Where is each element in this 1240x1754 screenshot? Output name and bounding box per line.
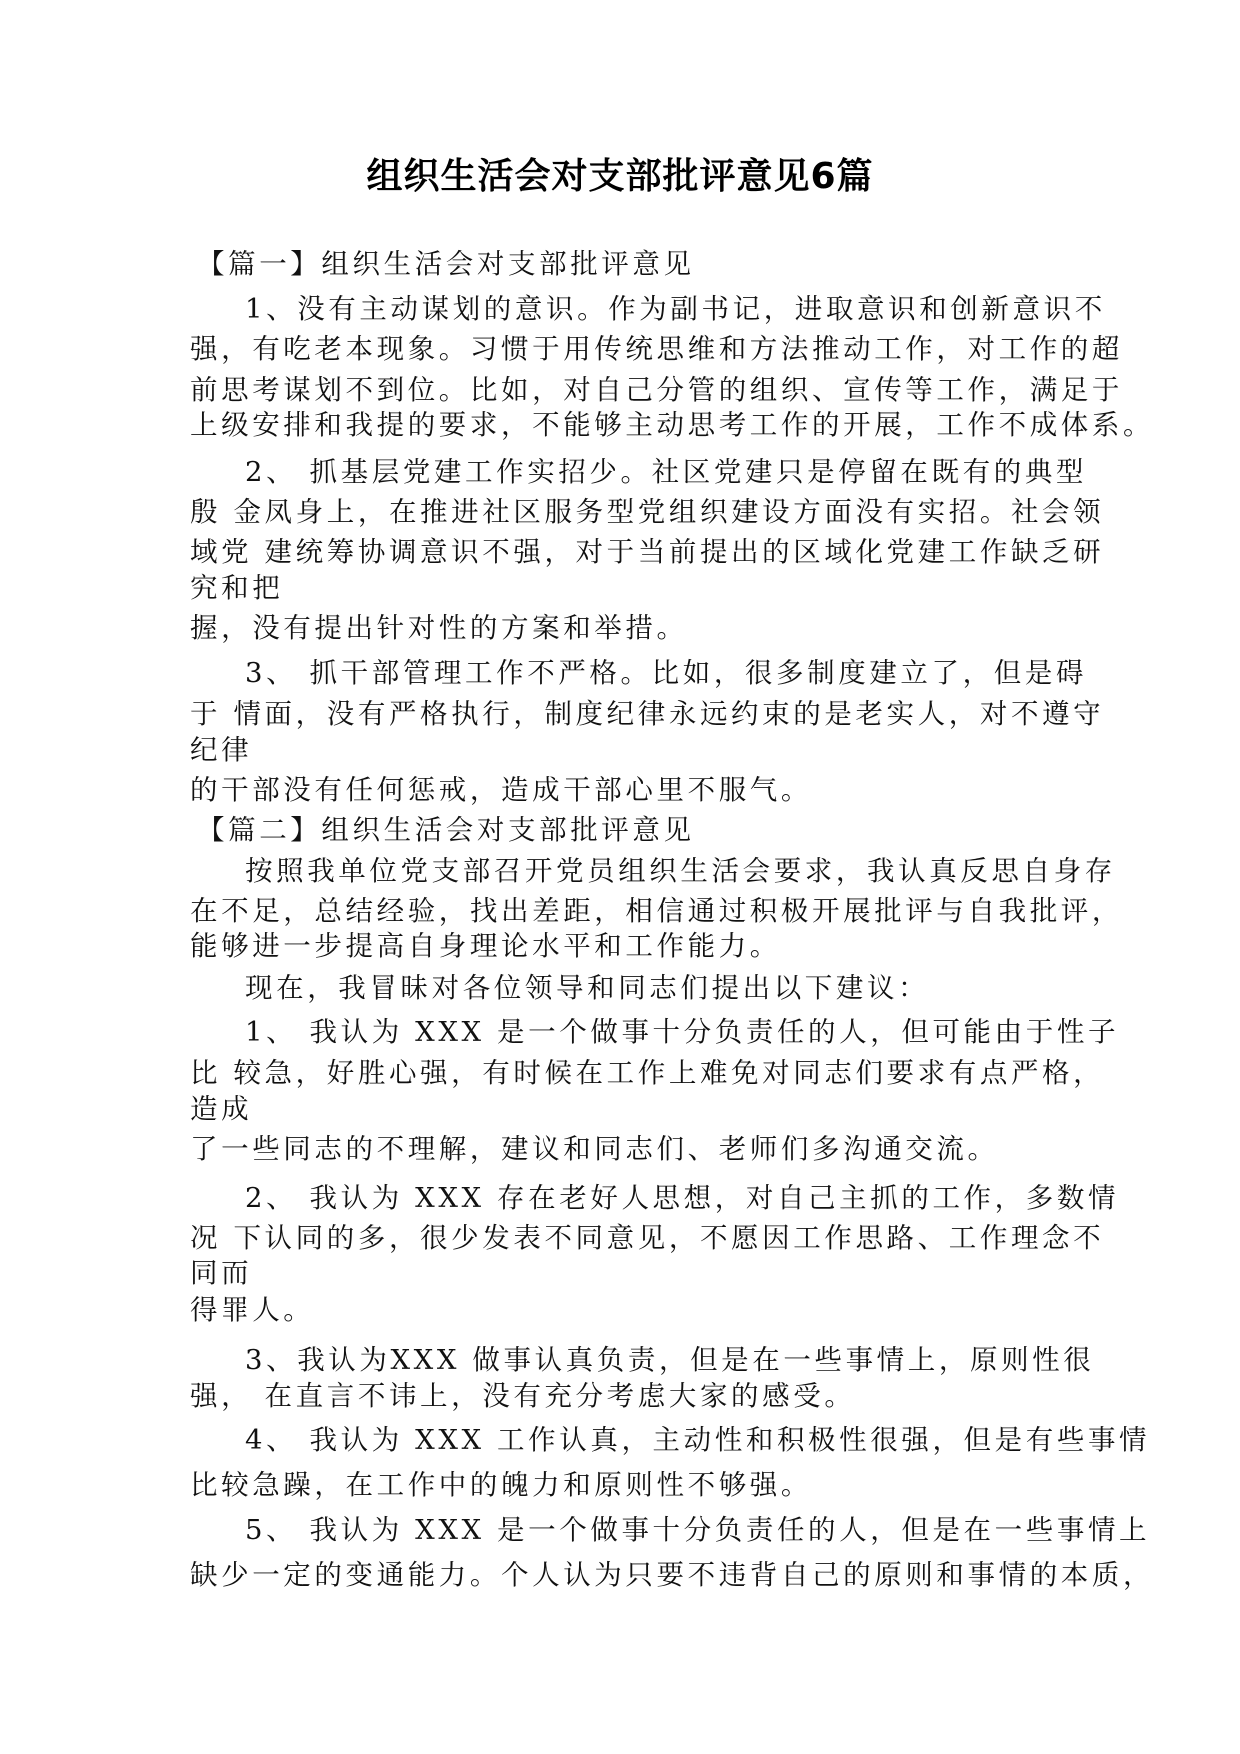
paragraph-line: 纪律 — [190, 734, 253, 766]
paragraph-line: 上级安排和我提的要求，不能够主动思考工作的开展，工作不成体系。 — [190, 409, 1155, 441]
paragraph-line: 握，没有提出针对性的方案和举措。 — [190, 612, 688, 644]
paragraph-line: 4、 我认为 XXX 工作认真，主动性和积极性很强，但是有些事情 — [245, 1424, 1151, 1456]
paragraph-line: 1、 我认为 XXX 是一个做事十分负责任的人，但可能由于性子 — [245, 1016, 1120, 1048]
paragraph-line: 缺少一定的变通能力。个人认为只要不违背自己的原则和事情的本质， — [190, 1559, 1155, 1591]
paragraph-line: 域党 建统筹协调意识不强，对于当前提出的区域化党建工作缺乏研 — [190, 536, 1105, 568]
paragraph-line: 3、 抓干部管理工作不严格。比如，很多制度建立了，但是碍 — [245, 657, 1088, 689]
paragraph-line: 强， 在直言不讳上，没有充分考虑大家的感受。 — [190, 1380, 856, 1412]
paragraph-line: 殷 金凤身上，在推进社区服务型党组织建设方面没有实招。社会领 — [190, 496, 1105, 528]
paragraph-line: 2、 我认为 XXX 存在老好人思想，对自己主抓的工作，多数情 — [245, 1182, 1120, 1214]
paragraph-line: 1、没有主动谋划的意识。作为副书记，进取意识和创新意识不 — [245, 293, 1106, 325]
paragraph-line: 5、 我认为 XXX 是一个做事十分负责任的人，但是在一些事情上 — [245, 1514, 1151, 1546]
paragraph-line: 究和把 — [190, 572, 284, 604]
paragraph-line: 况 下认同的多，很少发表不同意见，不愿因工作思路、工作理念不 — [190, 1222, 1105, 1254]
paragraph-line: 能够进一步提高自身理论水平和工作能力。 — [190, 930, 781, 962]
paragraph-line: 同而 — [190, 1257, 253, 1289]
section-heading-1: 【篇一】组织生活会对支部批评意见 — [197, 248, 695, 280]
paragraph-line: 比 较急，好胜心强，有时候在工作上难免对同志们要求有点严格， — [190, 1057, 1105, 1089]
paragraph-line: 强，有吃老本现象。习惯于用传统思维和方法推动工作，对工作的超 — [190, 333, 1123, 365]
paragraph-line: 现在，我冒昧对各位领导和同志们提出以下建议： — [245, 972, 930, 1004]
paragraph-line: 得罪人。 — [190, 1294, 315, 1326]
paragraph-line: 造成 — [190, 1093, 253, 1125]
section-heading-2: 【篇二】组织生活会对支部批评意见 — [197, 814, 695, 846]
paragraph-line: 了一些同志的不理解，建议和同志们、老师们多沟通交流。 — [190, 1133, 999, 1165]
paragraph-line: 前思考谋划不到位。比如，对自己分管的组织、宣传等工作，满足于 — [190, 374, 1123, 406]
paragraph-line: 3、我认为XXX 做事认真负责，但是在一些事情上，原则性很 — [245, 1344, 1095, 1376]
paragraph-line: 在不足，总结经验，找出差距，相信通过积极开展批评与自我批评， — [190, 895, 1123, 927]
paragraph-line: 按照我单位党支部召开党员组织生活会要求，我认真反思自身存 — [245, 855, 1116, 887]
paragraph-line: 2、 抓基层党建工作实招少。社区党建只是停留在既有的典型 — [245, 456, 1088, 488]
paragraph-line: 的干部没有任何惩戒，造成干部心里不服气。 — [190, 774, 812, 806]
paragraph-line: 于 情面，没有严格执行，制度纪律永远约束的是老实人，对不遵守 — [190, 698, 1105, 730]
paragraph-line: 比较急躁，在工作中的魄力和原则性不够强。 — [190, 1469, 812, 1501]
page-title: 组织生活会对支部批评意见6篇 — [366, 156, 874, 197]
